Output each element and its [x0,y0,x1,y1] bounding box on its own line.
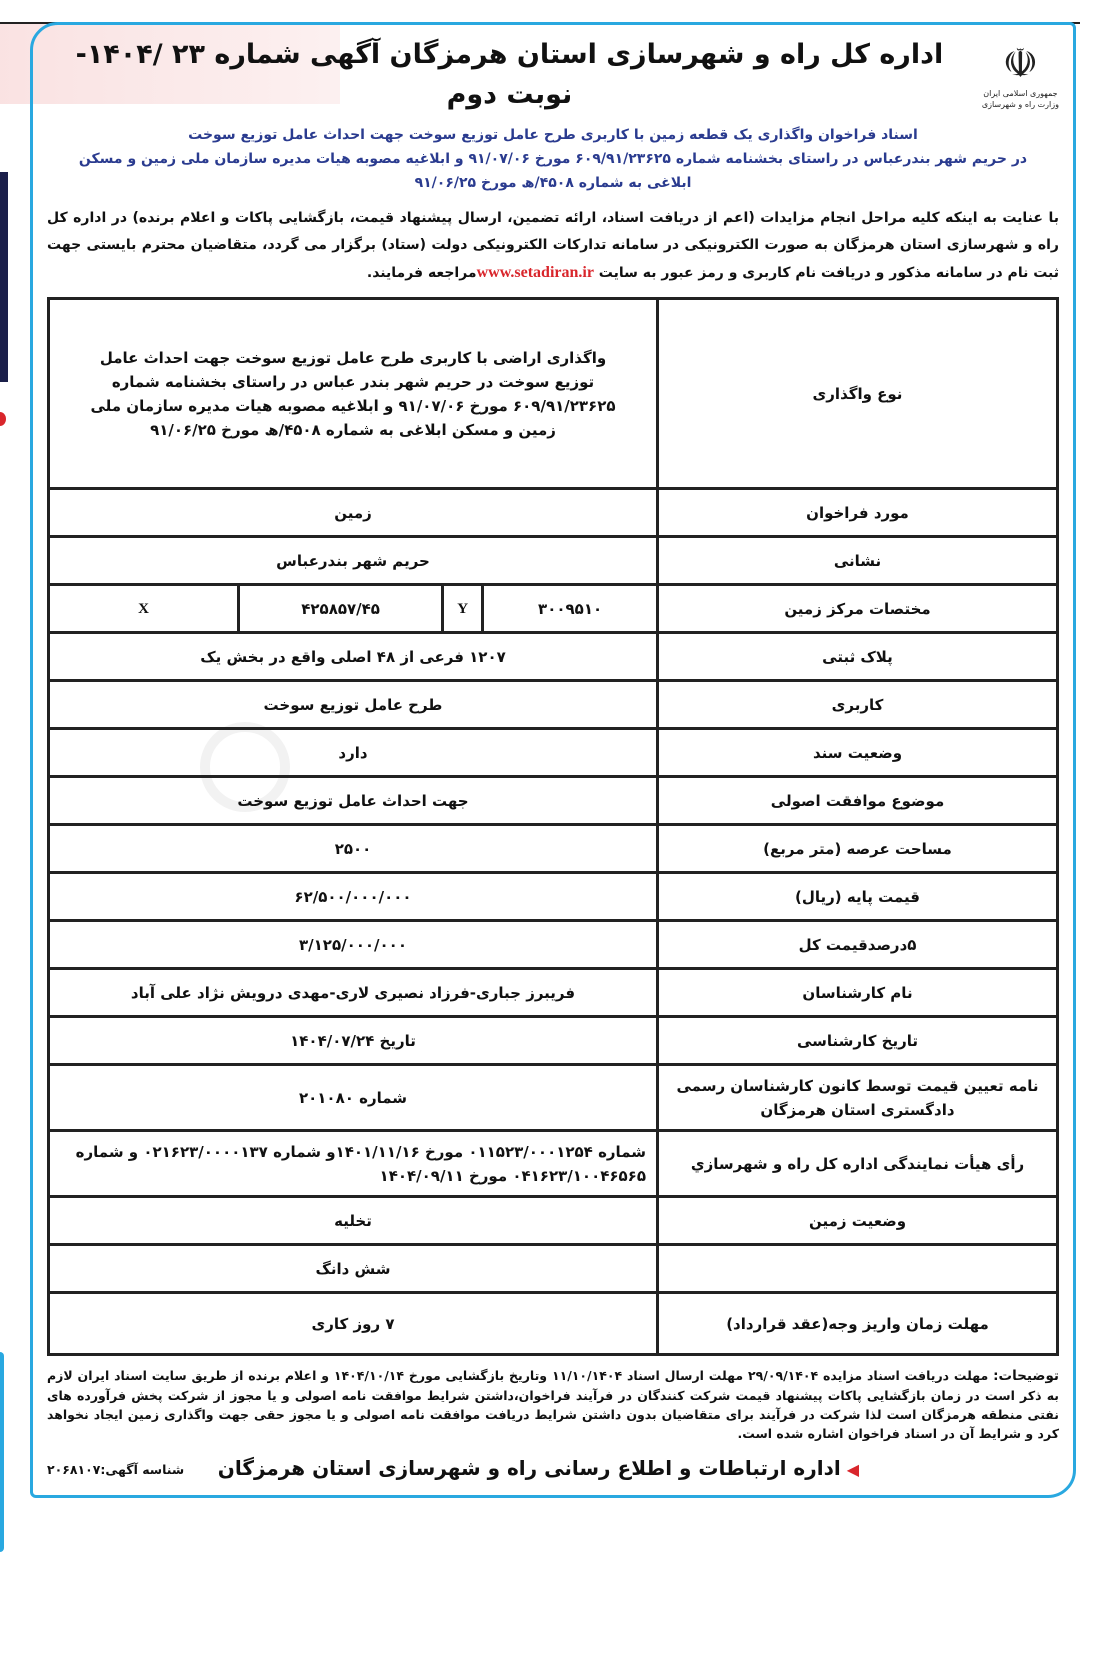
details-table [47,297,1059,1356]
row-value: فریبرز جباری-فرزاد نصیری لاری-مهدی درویش نژاد علی آباد [49,969,658,1017]
intro-text: با عنایت به اینکه کلیه مراحل انجام مزایدات (اعم از دریافت اسناد، ارائه تضمین، ارسال پیشنهاد قیمت، بازگشایی پاکات و اعلام برنده) در اداره کل راه و شهرسازی استان هرمزگان به صورت الکترونیکی در سامانه تدارکات الکترونیکی دولت (ستاد) برگزار می گردد، متقاضیان محترم بایستی جهت ثبت نام در سامانه مذکور و دریافت نام کاربری و رمز عبور به سایت [47,210,1059,281]
logo-caption: وزارت راه و شهرسازی [981,100,1059,109]
subtitle-line: ابلاغی به شماره ۴۵۰۸/ھ مورخ ۹۱/۰۶/۲۵ [414,175,692,191]
row-label: وضعیت زمین [658,1197,1058,1245]
notes-heading: توضیحات: [993,1368,1059,1384]
row-label: نشانی [658,537,1058,585]
table-row [49,633,1058,681]
row-value: شماره ۰۱۱۵۲۳/۰۰۰۱۲۵۴ مورخ ۱۴۰۱/۱۱/۱۶و شماره ۰۲۱۶۲۳/۰۰۰۰۱۳۷ و شماره ۰۴۱۶۲۳/۱۰۰۴۶۵۶۵ مورخ ۱۴۰۴/۰۹/۱۱ [49,1131,658,1197]
y-value: ۳۰۰۹۵۱۰ [483,585,658,633]
row-label: تاریخ کارشناسی [658,1017,1058,1065]
row-label: وضعیت سند [658,729,1058,777]
row-value: شماره ۲۰۱۰۸۰ [49,1065,658,1131]
row-value: ۷ روز کاری [49,1293,658,1355]
table-row [49,299,1058,489]
row-label: نامه تعیین قیمت توسط کانون کارشناسان رسمی دادگستری استان هرمزگان [658,1065,1058,1131]
row-label: مورد فراخوان [658,489,1058,537]
ad-frame [30,22,1076,1498]
notes-paragraph [47,1366,1059,1443]
adjacent-red-dot [0,412,6,426]
table-row [49,777,1058,825]
y-label: Y [443,585,483,633]
row-label: موضوع موافقت اصولی [658,777,1058,825]
table-row [49,1293,1058,1355]
row-value: حریم شهر بندرعباس [49,537,658,585]
footer-org [218,1453,859,1485]
ad-subtitle [47,123,1059,195]
row-label: نوع واگذاری [658,299,1058,489]
adjacent-blue-strip [0,1352,4,1552]
row-label: کاربری [658,681,1058,729]
notes-text: مهلت دریافت اسناد مزایده ۲۹/۰۹/۱۴۰۴ مهلت ارسال اسناد ۱۱/۱۰/۱۴۰۴ وتاریخ بازگشایی مورخ ۱۴۰۴/۱۰/۱۴ و اعلام برنده از طریق سایت اسناد ایران لازم به ذکر است در زمان بازگشایی پاکات پیشنهاد قیمت شرکت کنندگان در فرآیند فراخوان،داشتن شرایط موافقت نامه اصولی و یا مجوز از شرکت پخش فرآورده های نفتی منطقه هرمزگان است لذا شرکت در فرآیند برای متقاضیان بدون داشتن شرایط دریافت موافقت نامه اصولی و یا مجوز حقی جهت واگذاری زمین ایجاد نخواهد کرد و شرایط آن در اسناد فراخوان اشاره شده است. [47,1368,1059,1441]
table-row [49,489,1058,537]
row-label: نام کارشناسان [658,969,1058,1017]
row-value: واگذاری اراضی با کاربری طرح عامل توزیع سوخت جهت احداث عامل توزیع سوخت در حریم شهر بندر عباس در راستای بخشنامه شماره ۶۰۹/۹۱/۲۳۶۲۵ مورخ ۹۱/۰۷/۰۶ و ابلاغیه مصوبه هیات مدیره سازمان ملی زمین و مسکن ابلاغی به شماره ۴۵۰۸/ھ مورخ ۹۱/۰۶/۲۵ [49,299,658,489]
footer [47,1453,1059,1485]
row-label: رأی هیأت نمایندگی اداره کل راه و شهرسازي [658,1131,1058,1197]
row-value: جهت احداث عامل توزیع سوخت [49,777,658,825]
row-value: ۳/۱۲۵/۰۰۰/۰۰۰ [49,921,658,969]
x-label: X [49,585,239,633]
row-label: مهلت زمان واریز وجه(عقد قرارداد) [658,1293,1058,1355]
table-row [49,1131,1058,1197]
ad-id: شناسه آگهی:۲۰۶۸۱۰۷ [47,1461,185,1477]
table-row [49,585,1058,633]
row-value: تاریخ ۱۴۰۴/۰۷/۲۴ [49,1017,658,1065]
row-value: طرح عامل توزیع سوخت [49,681,658,729]
footer-org-text: اداره ارتباطات و اطلاع رسانی راه و شهرسازی استان هرمزگان [217,1456,841,1480]
subtitle-line: در حریم شهر بندرعباس در راستای بخشنامه شماره ۶۰۹/۹۱/۲۳۶۲۵ مورخ ۹۱/۰۷/۰۶ و ابلاغیه مصوبه هیات مدیره سازمان ملی زمین و مسکن [78,151,1028,167]
table-row [49,1017,1058,1065]
iran-emblem-icon: ☫ [1002,41,1039,87]
logo-caption: جمهوری اسلامی ایران [983,89,1058,98]
table-row [49,825,1058,873]
ministry-logo [982,40,1059,110]
row-value: ۶۲/۵۰۰/۰۰۰/۰۰۰ [49,873,658,921]
table-row [49,1065,1058,1131]
row-value: زمین [49,489,658,537]
table-row [49,729,1058,777]
table-row [49,1197,1058,1245]
intro-paragraph [47,205,1059,287]
table-row [49,873,1058,921]
row-value: تخلیه [49,1197,658,1245]
table-row [49,537,1058,585]
adjacent-content-strip [0,172,8,382]
ad-title: اداره کل راه و شهرسازی استان هرمزگان آگهی شماره ۲۳ /۱۴۰۴-نوبت دوم [75,39,944,110]
row-label: پلاک ثبتی [658,633,1058,681]
row-label: ۵درصدقیمت کل [658,921,1058,969]
subtitle-line: اسناد فراخوان واگذاری یک قطعه زمین با کاربری طرح عامل توزیع سوخت جهت احداث عامل توزیع سوخت [188,127,918,143]
row-value: دارد [49,729,658,777]
intro-text-end: مراجعه فرمایند. [366,265,477,281]
ad-header [47,35,1059,115]
row-value: شش دانگ [49,1245,658,1293]
row-label: قیمت پایه (ریال) [658,873,1058,921]
table-row [49,1245,1058,1293]
row-label [658,1245,1058,1293]
arrow-icon: ◀ [846,1460,859,1479]
setadiran-link[interactable]: www.setadiran.ir [476,264,594,281]
row-value: ۲۵۰۰ [49,825,658,873]
table-row [49,969,1058,1017]
table-row [49,681,1058,729]
row-label: مختصات مرکز زمین [658,585,1058,633]
row-value: ۱۲۰۷ فرعی از ۴۸ اصلی واقع در بخش یک [49,633,658,681]
row-label: مساحت عرصه (متر مربع) [658,825,1058,873]
table-row [49,921,1058,969]
x-value: ۴۲۵۸۵۷/۴۵ [239,585,443,633]
